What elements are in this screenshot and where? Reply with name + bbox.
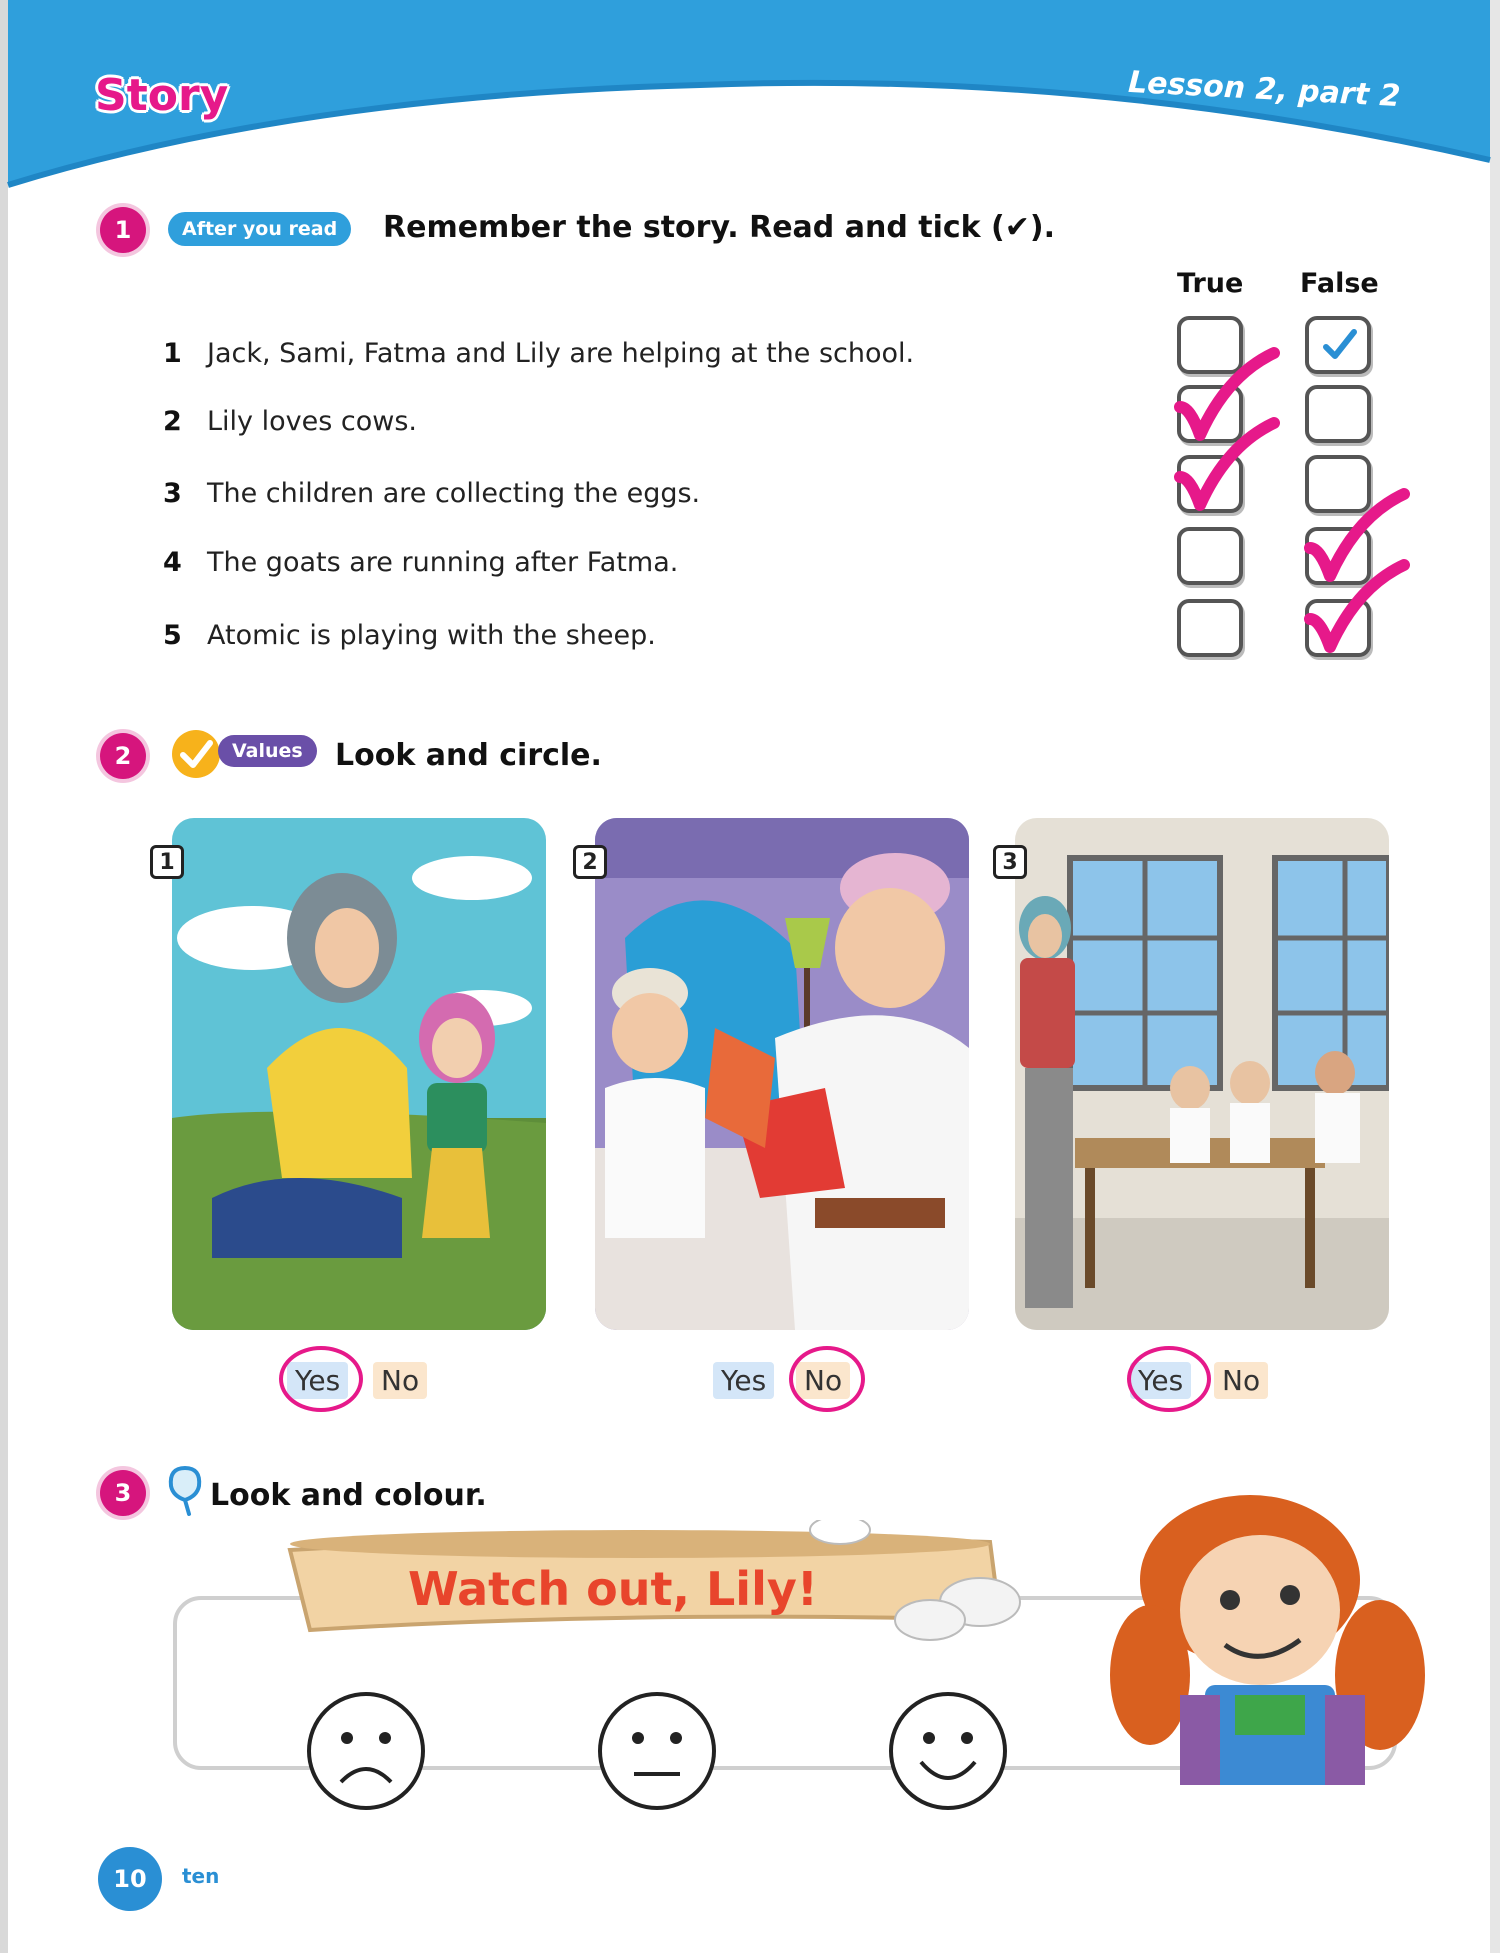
picture-number: 2: [573, 845, 607, 879]
true-column-header: True: [1177, 268, 1244, 299]
exercise-2-instruction: Look and circle.: [335, 738, 602, 773]
false-column-header: False: [1300, 268, 1379, 299]
statement-number: 4: [163, 547, 182, 578]
answer-circle: [279, 1346, 363, 1412]
exercise-3-number: 3: [100, 1470, 146, 1516]
picture-number: 1: [150, 845, 184, 879]
handwritten-tick-icon: [1302, 557, 1412, 667]
lily-character: [1110, 1485, 1440, 1785]
handwritten-tick-icon: [1172, 415, 1282, 525]
no-option[interactable]: No: [796, 1362, 850, 1399]
false-checkbox[interactable]: [1305, 385, 1371, 443]
after-you-read-badge: After you read: [168, 212, 351, 246]
section-title: Story: [95, 70, 229, 121]
page-edge-left: [0, 0, 8, 1953]
yes-option[interactable]: Yes: [1130, 1362, 1191, 1399]
answer-circle: [789, 1346, 865, 1412]
answer-circle: [1127, 1346, 1211, 1412]
no-option[interactable]: No: [1214, 1362, 1268, 1399]
statement-text: Lily loves cows.: [207, 406, 417, 437]
statement-text: The children are collecting the eggs.: [207, 478, 701, 509]
true-checkbox[interactable]: [1177, 599, 1243, 657]
values-badge: Values: [218, 735, 317, 767]
statement-number: 1: [163, 338, 182, 369]
values-check-icon: [170, 728, 222, 780]
picture-father-and-son-reading: [595, 818, 969, 1330]
statement-text: Atomic is playing with the sheep.: [207, 620, 656, 651]
exercise-1-instruction: Remember the story. Read and tick (✔).: [383, 210, 1055, 245]
statement-number: 2: [163, 406, 182, 437]
exercise-3-instruction: Look and colour.: [210, 1478, 487, 1513]
picture-number: 3: [993, 845, 1027, 879]
page-edge-right: [1490, 0, 1500, 1953]
story-banner-title: Watch out, Lily!: [408, 1562, 818, 1616]
neutral-face-icon[interactable]: [596, 1690, 718, 1812]
statement-text: Jack, Sami, Fatma and Lily are helping at the school.: [207, 338, 915, 369]
yes-option[interactable]: Yes: [713, 1362, 774, 1399]
sad-face-icon[interactable]: [305, 1690, 427, 1812]
picture-mother-and-girl: [172, 818, 546, 1330]
example-tick-icon: [1318, 323, 1362, 367]
happy-face-icon[interactable]: [887, 1690, 1009, 1812]
picture-teacher-in-classroom: [1015, 818, 1389, 1330]
yes-option[interactable]: Yes: [287, 1362, 348, 1399]
no-option[interactable]: No: [373, 1362, 427, 1399]
statement-number: 3: [163, 478, 182, 509]
exercise-2-number: 2: [100, 733, 146, 779]
statement-text: The goats are running after Fatma.: [207, 547, 679, 578]
page-number-word: ten: [182, 1864, 220, 1888]
exercise-1-number: 1: [100, 207, 146, 253]
colour-brush-icon: [165, 1464, 205, 1516]
statement-number: 5: [163, 620, 182, 651]
true-checkbox[interactable]: [1177, 527, 1243, 585]
page-number: 10: [98, 1847, 162, 1911]
lesson-label: Lesson 2, part 2: [1126, 64, 1401, 115]
